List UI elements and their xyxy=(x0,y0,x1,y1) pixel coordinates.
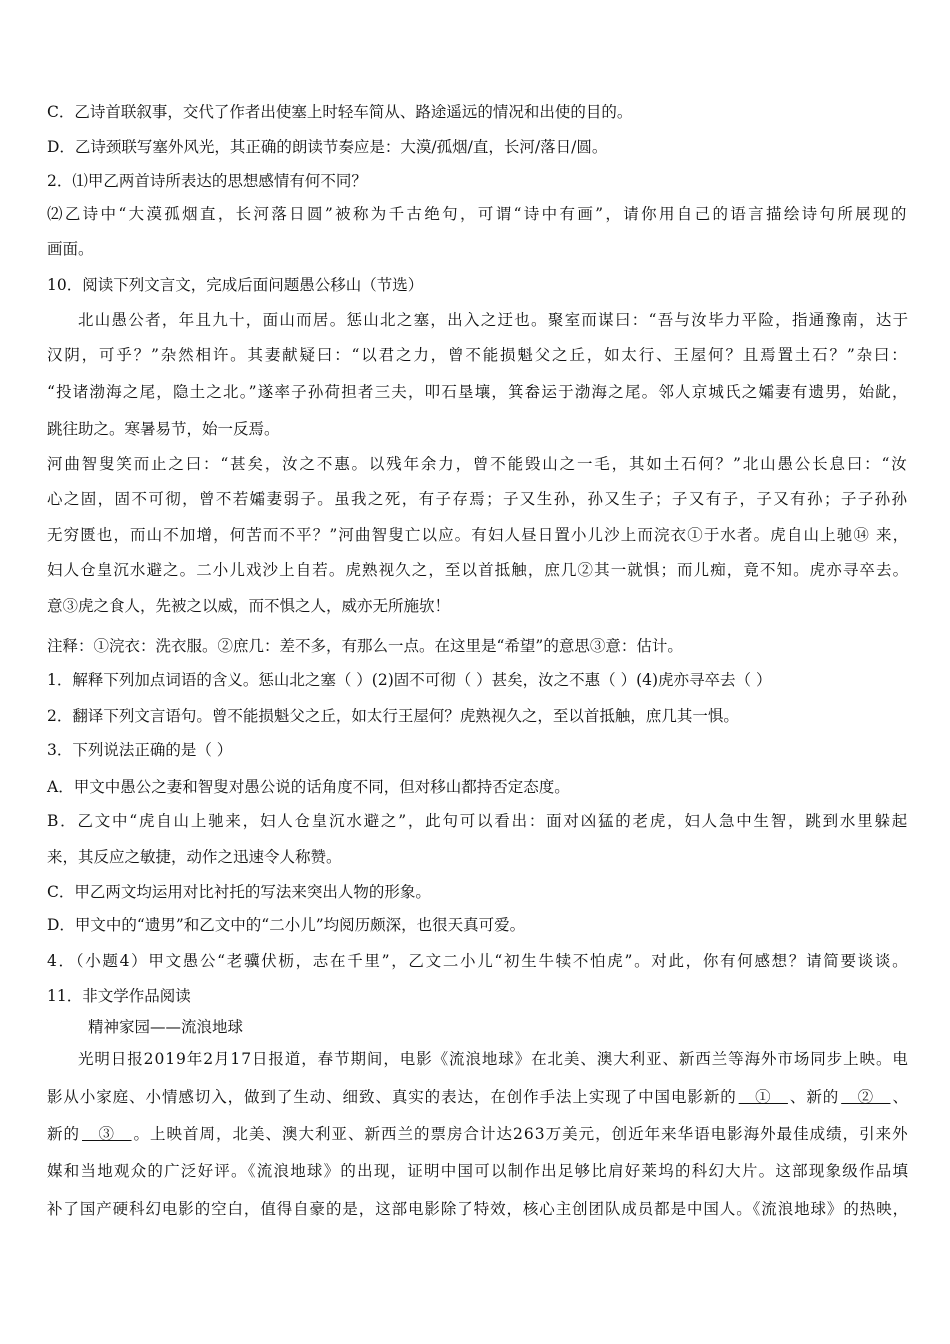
sub-question-3: 3．下列说法正确的是（ ） xyxy=(47,741,233,759)
blank-3: ③ xyxy=(82,1125,132,1143)
text: 。上映首周，北美、澳大利亚、新西兰的票房合计达263万美元，创近年来华语电影海外最佳成绩，引来外 xyxy=(133,1125,909,1143)
option-c: C．甲乙两文均运用对比衬托的写法来突出人物的形象。 xyxy=(47,883,431,901)
option-d-poem: D．乙诗颈联写塞外风光，其正确的朗读节奏应是：大漠/孤烟/直，长河/落日/圆。 xyxy=(47,138,608,156)
text: 、新的 xyxy=(789,1088,840,1106)
article-line-with-blanks xyxy=(47,1124,909,1144)
question-2-2-cont: 画面。 xyxy=(47,240,94,258)
text: 新的 xyxy=(47,1125,81,1143)
option-c-poem: C．乙诗首联叙事，交代了作者出使塞上时轻车简从、路途遥远的情况和出使的目的。 xyxy=(47,103,633,121)
article-title: 精神家园——流浪地球 xyxy=(88,1018,244,1036)
passage-line: 河曲智叟笑而止之曰：“甚矣，汝之不惠。以残年余力，曾不能毁山之一毛，其如土石何？”北山愚公长息曰：“汝 xyxy=(47,455,909,473)
blank-2: ② xyxy=(841,1088,891,1106)
sub-question-1: 1．解释下列加点词语的含义。惩山北之塞（ ）(2)固不可彻（ ）甚矣，汝之不惠（ ）(4)虎亦寻卒去（ ） xyxy=(47,671,772,689)
question-11-heading: 11．非文学作品阅读 xyxy=(47,987,191,1005)
passage-line: “投诸渤海之尾，隐土之北。”遂率子孙荷担者三夫，叩石垦壤，箕畚运于渤海之尾。邻人京城氏之孀妻有遗男，始龀， xyxy=(47,383,909,401)
passage-line: 汉阴，可乎？”杂然相许。其妻献疑曰：“以君之力，曾不能损魁父之丘，如太行、王屋何？且焉置土石？”杂曰： xyxy=(47,346,909,364)
sub-question-2: 2．翻译下列文言语句。曾不能损魁父之丘，如太行王屋何？虎熟视久之，至以首抵触，庶几其一惧。 xyxy=(47,707,739,725)
question-2-1: 2．⑴甲乙两首诗所表达的思想感情有何不同？ xyxy=(47,172,367,190)
text: 影从小家庭、小情感切入，做到了生动、细致、真实的表达，在创作手法上实现了中国电影新的 xyxy=(47,1088,737,1106)
question-10-heading: 10．阅读下列文言文，完成后面问题愚公移山（节选） xyxy=(47,276,424,294)
option-a: A．甲文中愚公之妻和智叟对愚公说的话角度不同，但对移山都持否定态度。 xyxy=(47,778,570,796)
sub-question-4: 4．（小题4）甲文愚公“老骥伏枥，志在千里”，乙文二小儿“初生牛犊不怕虎”。对此，你有何感想？请简要谈谈。 xyxy=(47,952,910,970)
passage-line: 跳往助之。寒暑易节，始一反焉。 xyxy=(47,420,280,438)
question-2-2: ⑵乙诗中“大漠孤烟直，长河落日圆”被称为千古绝句，可谓“诗中有画”，请你用自己的语言描绘诗句所展现的 xyxy=(47,205,909,223)
passage-line: 无穷匮也，而山不加增，何苦而不平？”河曲智叟亡以应。有妇人昼日置小儿沙上而浣衣①于水者。虎自山上驰⑭ 来， xyxy=(47,526,910,544)
text: 、 xyxy=(892,1088,909,1106)
article-line-with-blanks xyxy=(47,1087,909,1107)
annotation-notes: 注释：①浣衣：洗衣服。②庶几：差不多，有那么一点。在这里是“希望”的意思③意：估计。 xyxy=(47,637,683,655)
article-line: 媒和当地观众的广泛好评。《流浪地球》的出现，证明中国可以制作出足够比肩好莱坞的科幻大片。这部现象级作品填 xyxy=(47,1162,910,1180)
blank-1: ① xyxy=(738,1088,788,1106)
option-d: D．甲文中的“遗男”和乙文中的“二小儿”均阅历颇深，也很天真可爱。 xyxy=(47,916,526,934)
option-b: B．乙文中“虎自山上驰来，妇人仓皇沉水避之”，此句可以看出：面对凶猛的老虎，妇人急中生智，跳到水里躲起 xyxy=(47,812,910,830)
passage-line: 意③虎之食人，先被之以威，而不惧之人，威亦无所施欤！ xyxy=(47,597,451,615)
article-line: 光明日报2019年2月17日报道，春节期间，电影《流浪地球》在北美、澳大利亚、新西兰等海外市场同步上映。电 xyxy=(78,1050,909,1068)
passage-line: 北山愚公者，年且九十，面山而居。惩山北之塞，出入之迂也。聚室而谋曰：“吾与汝毕力平险，指通豫南，达于 xyxy=(78,311,910,329)
article-line: 补了国产硬科幻电影的空白，值得自豪的是，这部电影除了特效，核心主创团队成员都是中国人。《流浪地球》的热映， xyxy=(47,1200,909,1218)
passage-line: 心之固，固不可彻，曾不若孀妻弱子。虽我之死，有子存焉；子又生孙，孙又生子；子又有子，子又有孙；子子孙孙 xyxy=(47,490,909,508)
passage-line: 妇人仓皇沉水避之。二小儿戏沙上自若。虎熟视久之，至以首抵触，庶几②其一就惧；而儿痴，竟不知。虎亦寻卒去。 xyxy=(47,561,910,579)
option-b-cont: 来，其反应之敏捷，动作之迅速令人称赞。 xyxy=(47,848,342,866)
